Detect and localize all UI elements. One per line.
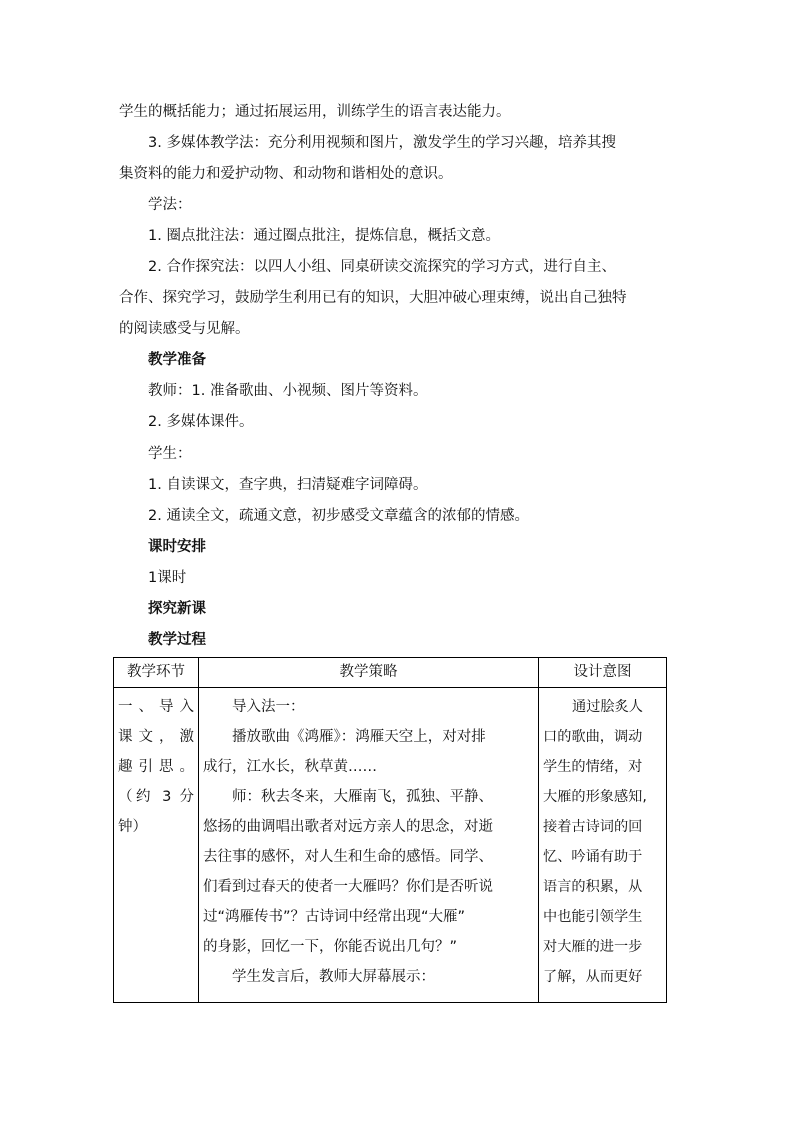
intent-line: 忆、吟诵有助于 [543, 849, 643, 865]
paragraph-line: 3. 多媒体教学法：充分利用视频和图片，激发学生的学习兴趣，培养其搜 [148, 135, 616, 151]
strategy-line: 成行，江水长，秋草黄…… [203, 759, 377, 775]
paragraph-line: 集资料的能力和爱护动物、和动物和谐相处的意识。 [119, 166, 453, 182]
paragraph-line: 2. 多媒体课件。 [148, 414, 254, 430]
strategy-line: 导入法一： [232, 699, 305, 715]
stage-cell [114, 688, 199, 1003]
table-header-row [114, 658, 667, 688]
table-row [114, 688, 667, 1003]
stage-line: 趣引思。 [118, 759, 194, 775]
strategy-line: 的身影，回忆一下，你能否说出几句？” [203, 939, 458, 955]
paragraph-line: 学生： [148, 446, 192, 462]
intent-line: 通过脍炙人 [572, 699, 643, 715]
strategy-line: 悠扬的曲调唱出歌者对远方亲人的思念，对逝 [203, 819, 493, 835]
intent-line: 语言的积累，从 [543, 879, 643, 895]
stage-line: 课文，激 [118, 729, 194, 745]
strategy-line: 播放歌曲《鸿雁》：鸿雁天空上，对对排 [232, 729, 486, 745]
strategy-line: 过“鸿雁传书”？古诗词中经常出现“大雁” [203, 909, 466, 925]
intent-line: 了解，从而更好 [543, 969, 643, 985]
teaching-process-table [113, 657, 667, 1003]
table-header-strategy: 教学策略 [199, 658, 539, 688]
paragraph-line: 学生的概括能力；通过拓展运用，训练学生的语言表达能力。 [119, 104, 511, 120]
stage-line: （约 3 分 [118, 789, 194, 805]
section-heading-new-lesson: 探究新课 [148, 601, 206, 617]
intent-line: 学生的情绪，对 [543, 759, 643, 775]
paragraph-line: 的阅读感受与见解。 [119, 321, 250, 337]
paragraph-line: 2. 合作探究法：以四人小组、同桌研读交流探究的学习方式，进行自主、 [148, 259, 616, 275]
strategy-cell [199, 688, 539, 1003]
subheading-learning-methods: 学法： [148, 197, 192, 213]
intent-line: 口的歌曲，调动 [543, 729, 643, 745]
intent-cell [539, 688, 667, 1003]
paragraph-line: 2. 通读全文，疏通文意，初步感受文章蕴含的浓郁的情感。 [148, 508, 529, 524]
intent-line: 接着古诗词的回 [543, 819, 643, 835]
paragraph-line: 1. 自读课文，查字典，扫清疑难字词障碍。 [148, 477, 428, 493]
paragraph-line: 1. 圈点批注法：通过圈点批注，提炼信息，概括文意。 [148, 228, 500, 244]
section-heading-schedule: 课时安排 [148, 539, 206, 555]
strategy-line: 学生发言后，教师大屏幕展示： [232, 969, 435, 985]
intent-line: 中也能引领学生 [543, 909, 643, 925]
stage-line: 钟） [118, 819, 147, 835]
strategy-line: 们看到过春天的使者一大雁吗？你们是否听说 [203, 879, 493, 895]
strategy-line: 去往事的感怀，对人生和生命的感悟。同学、 [203, 849, 493, 865]
paragraph-line: 合作、探究学习，鼓励学生利用已有的知识，大胆冲破心理束缚，说出自己独特 [119, 290, 627, 306]
strategy-line: 师：秋去冬来，大雁南飞，孤独、平静、 [232, 789, 493, 805]
section-heading-preparation: 教学准备 [148, 352, 206, 368]
intent-line: 对大雁的进一步 [543, 939, 643, 955]
table-header-stage: 教学环节 [114, 658, 199, 688]
paragraph-line: 1课时 [148, 570, 187, 586]
stage-line: 一、导入 [118, 699, 194, 715]
intent-line: 大雁的形象感知, [543, 789, 647, 805]
paragraph-line: 教师：1. 准备歌曲、小视频、图片等资料。 [148, 383, 428, 399]
section-heading-teaching-process: 教学过程 [148, 632, 206, 648]
table-header-intent: 设计意图 [539, 658, 667, 688]
